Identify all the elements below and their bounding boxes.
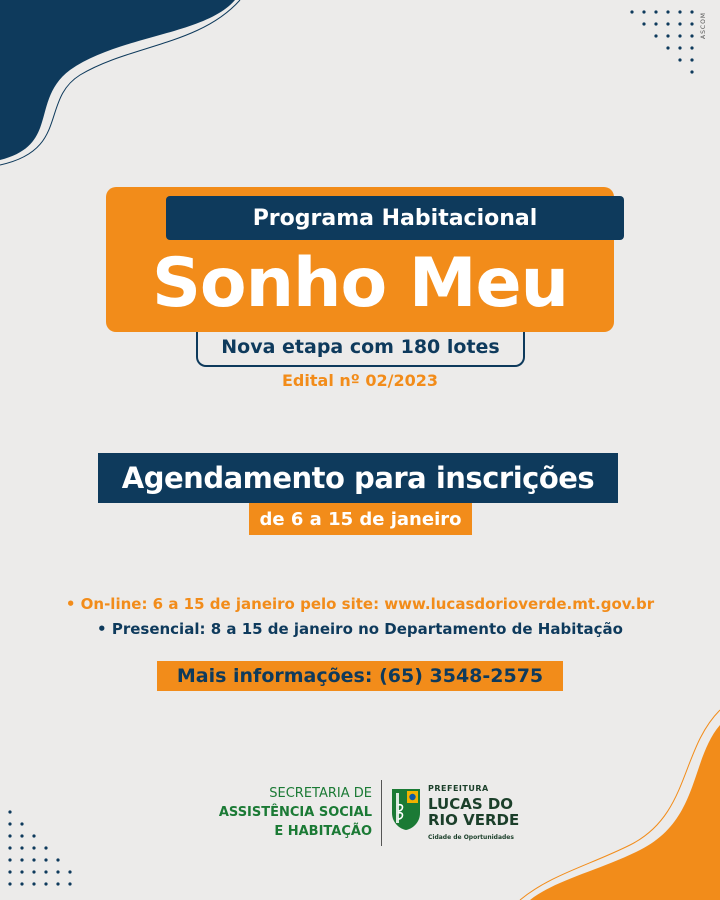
edital-number: Edital nº 02/2023 [282,371,438,390]
program-label: Programa Habitacional [166,196,624,240]
city-crest-icon [390,785,422,831]
stage-text: Nova etapa com 180 lotes [196,329,525,367]
scheduling-dates: de 6 a 15 de janeiro [249,503,472,535]
online-info: • On-line: 6 a 15 de janeiro pelo site: www.lucasdorioverde.mt.gov.br [65,595,655,613]
dot-grid-bottom-left [8,810,71,885]
prefeitura-label: PREFEITURA [428,784,489,793]
ascom-credit: ASCOM [700,12,707,40]
city-tagline: Cidade de Oportunidades [428,834,514,841]
secretaria-logo-text [190,784,372,841]
secretaria-line2: ASSISTÊNCIA SOCIAL [218,805,372,820]
more-info-phone: Mais informações: (65) 3548-2575 [157,661,563,691]
city-name [428,796,519,828]
city-name-line2: RIO VERDE [428,811,520,829]
secretaria-line3: E HABITAÇÃO [274,824,372,839]
secretaria-line1: SECRETARIA DE [269,786,372,801]
program-name: Sonho Meu [151,244,569,323]
navy-corner-shape [0,0,235,160]
logo-divider [381,780,382,846]
orange-corner-shape [530,725,720,900]
city-name-line1: LUCAS DO [428,795,514,813]
presencial-info: • Presencial: 8 a 15 de janeiro no Departamento de Habitação [97,620,623,638]
dot-grid-top-right [630,10,693,73]
scheduling-title: Agendamento para inscrições [98,453,618,503]
